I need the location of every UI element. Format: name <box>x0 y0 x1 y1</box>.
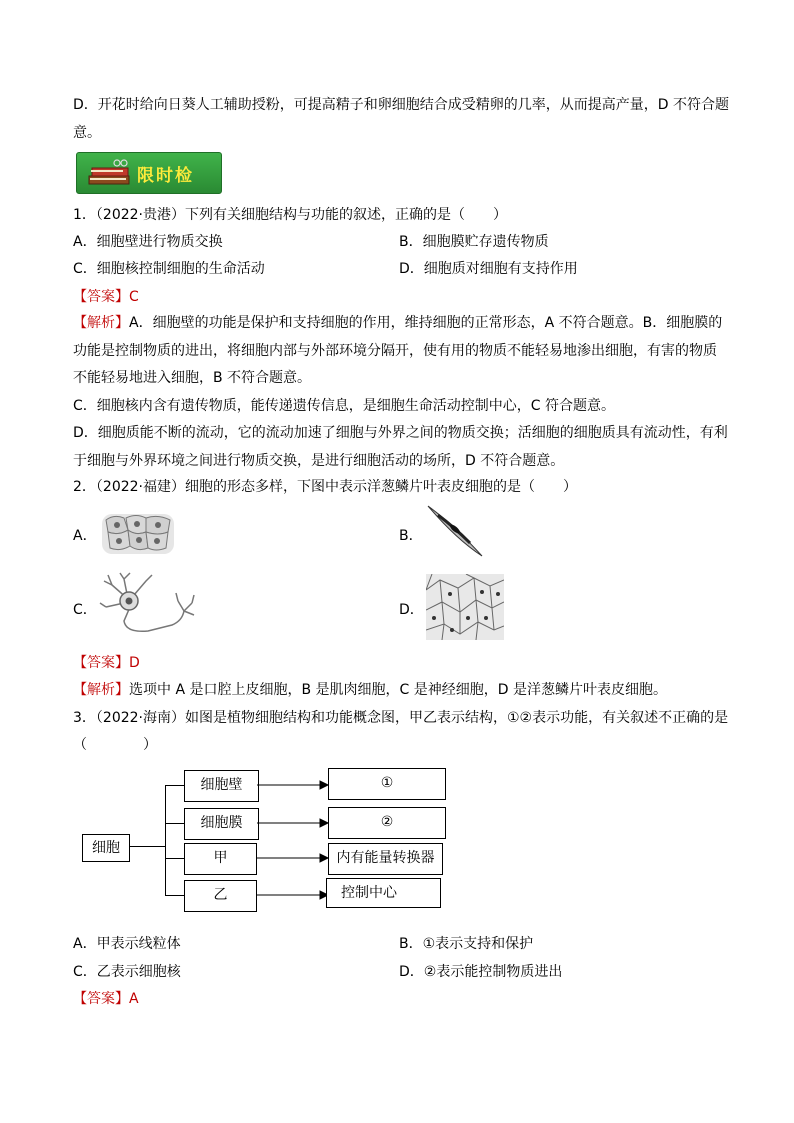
answer-value: C <box>129 289 139 305</box>
diagram-function-2: ② <box>328 807 446 839</box>
analysis-text: 选项中 A 是口腔上皮细胞，B 是肌肉细胞，C 是神经细胞，D 是洋葱鳞片叶表皮细胞。 <box>129 682 667 698</box>
q1-option-c: C．细胞核控制细胞的生命活动 <box>73 261 265 277</box>
analysis-tag: 【解析】 <box>73 682 129 698</box>
connector <box>165 895 184 896</box>
q3-option-c: C．乙表示细胞核 <box>73 964 181 980</box>
answer-tag: 【答案】 <box>73 655 129 671</box>
analysis-tag: 【解析】 <box>73 315 129 331</box>
q3-option-d: D．②表示能控制物质进出 <box>399 964 563 980</box>
books-icon <box>87 156 133 190</box>
intro-paragraph <box>73 92 730 147</box>
diagram-structure-yi: 乙 <box>184 880 257 912</box>
q2-analysis <box>73 679 667 699</box>
connector <box>165 785 166 895</box>
q1-analysis <box>73 310 728 475</box>
q3-option-a: A．甲表示线粒体 <box>73 936 181 952</box>
diagram-arrows <box>256 770 330 910</box>
diagram-structure-jia: 甲 <box>184 843 257 875</box>
diagram-function-control-center: 控制中心 <box>326 878 441 908</box>
answer-tag: 【答案】 <box>73 991 129 1007</box>
analysis-line-2: 功能是控制物质的进出，将细胞内部与外部环境分隔开，使有用的物质不能轻易地渗出细胞，有害的物质 <box>73 342 717 359</box>
q2-option-d: D． <box>399 602 424 618</box>
nerve-cell-image <box>98 571 196 639</box>
connector <box>165 785 184 786</box>
diagram-function-1: ① <box>328 768 446 800</box>
answer-value: A <box>129 991 139 1007</box>
banner-label: 限时检 <box>137 166 194 186</box>
q2-option-b: B． <box>399 528 423 544</box>
answer-tag: 【答案】 <box>73 289 129 305</box>
q3-option-b: B．①表示支持和保护 <box>399 936 534 952</box>
intro-line-2: 意。 <box>73 124 101 141</box>
q3-answer <box>73 988 139 1008</box>
q2-stem: 2．（2022·福建）细胞的形态多样，下图中表示洋葱鳞片叶表皮细胞的是（ ） <box>73 479 577 495</box>
muscle-cell-image <box>424 503 486 559</box>
connector <box>129 846 165 847</box>
onion-epidermal-cells-image <box>426 574 504 640</box>
analysis-line-4: C．细胞核内含有遗传物质，能传递遗传信息，是细胞生命活动控制中心，C 符合题意。 <box>73 397 615 414</box>
answer-value: D <box>129 655 140 671</box>
q1-option-b: B．细胞膜贮存遗传物质 <box>399 234 549 250</box>
diagram-structure-cell-wall: 细胞壁 <box>184 770 259 802</box>
section-banner <box>76 152 222 194</box>
cheek-epithelial-cells-image <box>100 510 176 556</box>
q2-option-a: A． <box>73 528 97 544</box>
analysis-line-5: D．细胞质能不断的流动，它的流动加速了细胞与外界之间的物质交换；活细胞的细胞质具有流动性，有利 <box>73 425 728 441</box>
analysis-line-1: 【解析】A．细胞壁的功能是保护和支持细胞的作用，维持细胞的正常形态，A 不符合题意。B．细胞膜的 <box>73 315 723 331</box>
q1-stem: 1．（2022·贵港）下列有关细胞结构与功能的叙述，正确的是（ ） <box>73 207 507 223</box>
q1-option-a: A．细胞壁进行物质交换 <box>73 234 223 250</box>
analysis-line-3: 不能轻易地进入细胞，B 不符合题意。 <box>73 370 312 386</box>
q2-option-c: C． <box>73 602 97 618</box>
q1-answer <box>73 286 139 306</box>
analysis-line-6: 于细胞与外界环境之间进行物质交换，是进行细胞活动的场所，D 不符合题意。 <box>73 452 565 469</box>
diagram-function-energy-converter: 内有能量转换器 <box>328 843 443 875</box>
diagram-structure-cell-membrane: 细胞膜 <box>184 808 259 840</box>
diagram-root-cell: 细胞 <box>82 834 130 862</box>
connector <box>165 823 184 824</box>
q1-option-d: D．细胞质对细胞有支持作用 <box>399 261 578 277</box>
connector <box>165 858 184 859</box>
intro-line-1: D．开花时给向日葵人工辅助授粉，可提高精子和卵细胞结合成受精卵的几率，从而提高产量，D 不符合题 <box>73 97 730 113</box>
q3-stem-line-2: （ ） <box>73 737 157 753</box>
q3-stem-line-1: 3．（2022·海南）如图是植物细胞结构和功能概念图，甲乙表示结构，①②表示功能，有关叙述不正确的是 <box>73 710 729 726</box>
q2-answer <box>73 652 140 672</box>
